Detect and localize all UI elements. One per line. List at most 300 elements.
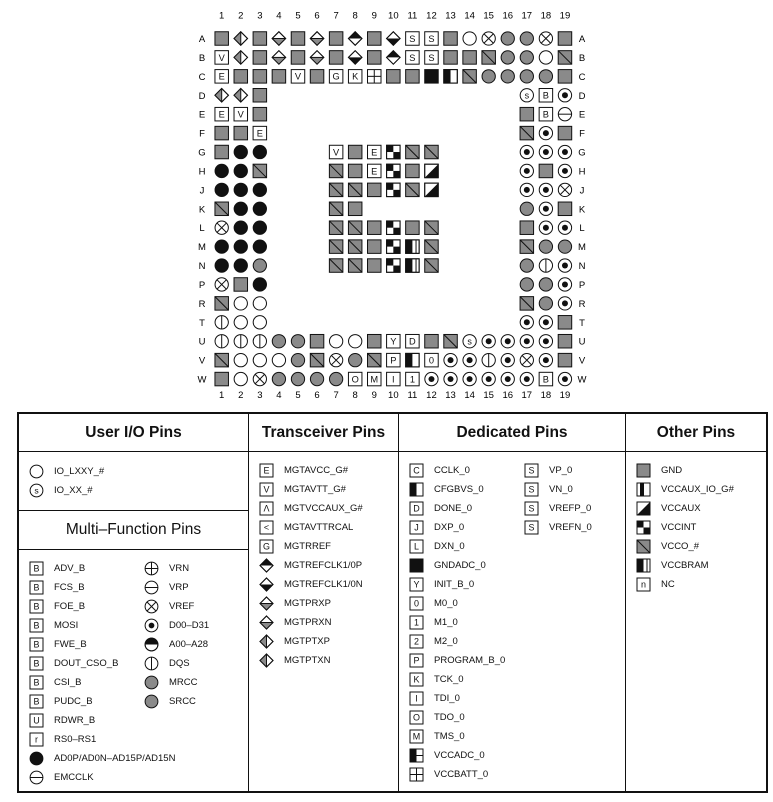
column-label: 16 — [502, 10, 514, 22]
pin — [558, 278, 571, 291]
pin-symbol-icon — [636, 577, 651, 592]
legend-table — [17, 412, 768, 793]
legend-label: VREFP_0 — [549, 503, 592, 514]
pin — [291, 51, 305, 65]
row-label: L — [579, 223, 585, 235]
pin-symbol-icon — [144, 580, 159, 595]
pin — [310, 353, 324, 367]
legend-label: PUDC_B — [54, 696, 93, 707]
pin — [253, 335, 266, 348]
pin — [482, 353, 495, 366]
pin — [539, 259, 552, 272]
row-label: G — [578, 147, 586, 159]
pin — [215, 202, 229, 216]
legend-label: NC — [661, 579, 675, 590]
pin — [368, 164, 382, 178]
dedicated-legend-item — [409, 689, 524, 708]
pin-symbol-icon — [409, 615, 424, 630]
pin — [501, 353, 514, 366]
pin — [291, 32, 305, 46]
svg-text:Λ: Λ — [263, 503, 270, 514]
legend-label: DOUT_CSO_B — [54, 658, 119, 669]
legend-label: MGTAVTTRCAL — [284, 522, 354, 533]
svg-text:S: S — [409, 52, 416, 63]
legend-label: FWE_B — [54, 639, 87, 650]
user-io-legend-item — [29, 481, 248, 500]
pin — [406, 70, 420, 84]
multi-function-left — [29, 559, 176, 787]
svg-text:C: C — [413, 465, 420, 476]
legend-label: EMCCLK — [54, 772, 94, 783]
other-legend-item — [636, 480, 766, 499]
legend-label: MGTREFCLK1/0P — [284, 560, 363, 571]
legend-label: IO_LXXY_# — [54, 466, 105, 477]
svg-text:V: V — [237, 109, 244, 120]
pin — [310, 70, 324, 84]
pin — [291, 335, 304, 348]
pin — [444, 334, 458, 348]
transceiver-title: Transceiver Pins — [249, 414, 398, 452]
pin-symbol-icon — [409, 634, 424, 649]
pin — [387, 372, 401, 386]
pin — [558, 316, 572, 330]
pin — [558, 202, 572, 216]
legend-label: MGTPRXN — [284, 617, 332, 628]
pin — [215, 221, 228, 234]
pin — [253, 51, 267, 65]
pin — [444, 353, 457, 366]
transceiver-legend-item — [259, 499, 398, 518]
transceiver-legend-item — [259, 632, 398, 651]
row-label: E — [198, 109, 206, 121]
pin — [425, 183, 439, 197]
pin — [406, 334, 420, 348]
svg-text:1: 1 — [409, 374, 415, 385]
pin-symbol-icon — [524, 463, 539, 478]
pin — [558, 240, 571, 253]
column-label: 17 — [521, 390, 533, 401]
pin — [539, 202, 552, 215]
row-label: U — [578, 336, 586, 348]
dedicated-legend-item — [409, 499, 524, 518]
other-legend-item — [636, 556, 766, 575]
row-label: L — [199, 223, 205, 235]
pin — [368, 240, 382, 254]
column-label: 7 — [333, 10, 339, 22]
pin — [291, 353, 304, 366]
dedicated-legend-item — [524, 518, 592, 537]
svg-text:B: B — [33, 639, 40, 650]
transceiver-legend-item — [259, 537, 398, 556]
pin-symbol-icon — [409, 596, 424, 611]
pin — [520, 259, 533, 272]
pin-symbol-icon — [144, 599, 159, 614]
row-label: W — [577, 374, 587, 386]
pin — [539, 297, 552, 310]
dedicated-legend-item — [409, 765, 524, 784]
dedicated-legend-item — [409, 575, 524, 594]
legend-label: M0_0 — [434, 598, 458, 609]
pin — [234, 89, 248, 103]
legend-label: VCCAUX — [661, 503, 701, 514]
column-label: 11 — [407, 390, 418, 401]
dedicated-title: Dedicated Pins — [399, 414, 625, 452]
pin — [234, 335, 247, 348]
pin — [558, 353, 572, 367]
pin — [520, 89, 533, 102]
pin — [234, 183, 247, 196]
row-label: R — [198, 298, 206, 310]
svg-text:B: B — [33, 696, 40, 707]
pin — [234, 316, 247, 329]
row-label: H — [578, 166, 586, 178]
column-label: 4 — [276, 390, 282, 401]
pin — [539, 164, 553, 178]
pin — [329, 240, 343, 254]
pin — [253, 259, 266, 272]
pin — [234, 145, 247, 158]
pin — [539, 32, 552, 45]
legend-label: DXP_0 — [434, 522, 465, 533]
column-label: 3 — [257, 390, 263, 401]
pin — [558, 297, 571, 310]
pin — [406, 353, 420, 367]
pin — [463, 51, 477, 65]
pin — [463, 372, 476, 385]
pin — [539, 353, 552, 366]
column-label: 12 — [426, 10, 437, 22]
legend-label: FOE_B — [54, 601, 86, 612]
dedicated-legend-item — [409, 727, 524, 746]
pin — [234, 202, 247, 215]
row-label: B — [198, 52, 206, 64]
legend-label: MGTPRXP — [284, 598, 331, 609]
pin-symbol-icon — [29, 561, 44, 576]
pin-symbol-icon — [409, 653, 424, 668]
pin — [387, 240, 401, 254]
pin — [539, 335, 552, 348]
svg-text:r: r — [35, 734, 38, 745]
pin — [253, 145, 266, 158]
pin — [406, 51, 420, 65]
pin — [520, 126, 534, 140]
svg-text:1: 1 — [414, 617, 419, 628]
pin — [234, 126, 248, 140]
pin — [368, 70, 382, 84]
pin — [310, 51, 324, 65]
column-label: 5 — [295, 10, 301, 22]
dedicated-items — [399, 452, 625, 784]
pin — [387, 334, 401, 348]
pin — [253, 126, 267, 140]
pin — [329, 164, 343, 178]
pin — [348, 372, 362, 386]
svg-text:Y: Y — [413, 579, 420, 590]
pin — [215, 259, 228, 272]
row-label: N — [578, 261, 586, 273]
column-label: 15 — [483, 390, 494, 401]
svg-text:s: s — [467, 336, 472, 347]
other-legend-item — [636, 499, 766, 518]
pin — [444, 32, 458, 46]
pin — [501, 70, 514, 83]
other-legend-item — [636, 518, 766, 537]
svg-text:S: S — [528, 503, 535, 514]
svg-text:V: V — [218, 52, 225, 63]
pin-symbol-icon — [259, 463, 274, 478]
dedicated-legend-item — [524, 461, 592, 480]
pin — [406, 164, 420, 178]
pin — [539, 107, 553, 121]
row-label: T — [199, 317, 205, 329]
pin — [387, 221, 401, 235]
column-label: 7 — [333, 390, 339, 401]
column-label: 19 — [559, 10, 571, 22]
legend-label: MGTAVTT_G# — [284, 484, 346, 495]
pin — [234, 297, 247, 310]
pin — [253, 316, 266, 329]
pin — [253, 353, 266, 366]
pin-symbol-icon — [409, 767, 424, 782]
multi-function-legend-item — [29, 616, 144, 635]
pin — [444, 372, 457, 385]
row-label: N — [198, 261, 206, 273]
legend-label: ADV_B — [54, 563, 86, 574]
column-label: 5 — [295, 390, 301, 401]
pin — [520, 353, 533, 366]
pin — [348, 145, 362, 159]
pin — [368, 259, 382, 273]
legend-label: VREFN_0 — [549, 522, 592, 533]
svg-text:L: L — [414, 541, 419, 552]
svg-text:V: V — [263, 484, 270, 495]
pin — [558, 32, 572, 46]
multi-function-legend-item — [144, 559, 209, 578]
pin — [368, 51, 382, 65]
legend-label: VCCBATT_0 — [434, 769, 489, 780]
pin — [348, 183, 362, 197]
other-legend-item — [636, 537, 766, 556]
pin — [558, 108, 571, 121]
row-label: H — [198, 166, 206, 178]
pin — [348, 51, 362, 65]
svg-text:2: 2 — [414, 636, 419, 647]
pin — [520, 297, 534, 311]
pin-symbol-icon — [409, 463, 424, 478]
multi-function-legend-item — [29, 730, 144, 749]
multi-function-right — [144, 559, 209, 787]
pin-symbol-icon — [29, 694, 44, 709]
pin-symbol-icon — [259, 653, 274, 668]
pin — [425, 164, 439, 178]
pin — [520, 164, 533, 177]
multi-function-legend-item — [144, 578, 209, 597]
pin — [501, 32, 514, 45]
svg-text:E: E — [371, 166, 378, 177]
row-label: K — [578, 204, 586, 216]
pin — [539, 70, 552, 83]
pin — [406, 221, 420, 235]
pin — [539, 316, 552, 329]
svg-text:O: O — [351, 374, 359, 385]
pin — [329, 145, 343, 159]
pin-symbol-icon — [636, 558, 651, 573]
transceiver-legend-item — [259, 461, 398, 480]
pin — [539, 51, 552, 64]
pin — [539, 145, 552, 158]
column-label: 8 — [352, 390, 358, 401]
legend-label: VN_0 — [549, 484, 573, 495]
row-label: V — [578, 355, 586, 367]
svg-text:U: U — [33, 715, 40, 726]
dedicated-legend-item — [409, 480, 524, 499]
pin — [558, 126, 572, 140]
column-label: 12 — [426, 390, 437, 401]
legend-label: VP_0 — [549, 465, 573, 476]
pin — [272, 32, 286, 46]
row-label: V — [198, 355, 206, 367]
legend-label: VCCO_# — [661, 541, 700, 552]
legend-label: VCCBRAM — [661, 560, 709, 571]
user-io-items — [19, 452, 248, 510]
svg-text:B: B — [33, 677, 40, 688]
pin — [253, 89, 267, 103]
pin — [215, 183, 228, 196]
row-label: K — [198, 204, 206, 216]
svg-text:O: O — [413, 712, 420, 723]
transceiver-legend-item — [259, 594, 398, 613]
legend-label: VRP — [169, 582, 189, 593]
pin-symbol-icon — [29, 618, 44, 633]
pin — [387, 183, 401, 197]
pin — [215, 145, 229, 159]
transceiver-legend-item — [259, 613, 398, 632]
pin — [234, 259, 247, 272]
legend-label: RS0–RS1 — [54, 734, 97, 745]
pin — [520, 145, 533, 158]
svg-text:B: B — [542, 374, 549, 385]
pin — [539, 183, 552, 196]
pin-symbol-icon — [636, 463, 651, 478]
legend-label: VCCADC_0 — [434, 750, 485, 761]
column-label: 6 — [314, 10, 320, 22]
multi-function-legend-item — [144, 635, 209, 654]
pin — [215, 89, 229, 103]
pin — [520, 278, 533, 291]
pin — [329, 335, 342, 348]
pin — [368, 372, 382, 386]
other-legend-item — [636, 575, 766, 594]
pin-symbol-icon — [409, 729, 424, 744]
column-label: 10 — [388, 390, 399, 401]
dedicated-legend-item — [409, 461, 524, 480]
legend-label: CFGBVS_0 — [434, 484, 484, 495]
legend-label: TDI_0 — [434, 693, 460, 704]
pin — [425, 353, 439, 367]
dedicated-legend-item — [409, 556, 524, 575]
svg-text:S: S — [409, 33, 416, 44]
pin — [253, 372, 266, 385]
legend-label: VCCAUX_IO_G# — [661, 484, 734, 495]
pin — [387, 32, 401, 46]
svg-text:P: P — [390, 355, 397, 366]
pin-symbol-icon — [636, 520, 651, 535]
svg-text:E: E — [256, 128, 263, 139]
dedicated-legend-item — [409, 518, 524, 537]
pin — [463, 335, 476, 348]
column-label: 1 — [219, 390, 225, 401]
svg-text:M: M — [370, 374, 379, 385]
pin — [253, 183, 266, 196]
pin — [387, 259, 401, 273]
dedicated-legend-item — [409, 594, 524, 613]
pin — [406, 372, 420, 386]
row-label: C — [198, 71, 206, 83]
row-label: F — [199, 128, 205, 140]
legend-label: DQS — [169, 658, 190, 669]
pin — [482, 32, 495, 45]
pin — [215, 372, 229, 386]
pin — [520, 221, 534, 235]
multi-function-legend-item — [29, 559, 144, 578]
pin — [520, 183, 533, 196]
svg-text:B: B — [33, 658, 40, 669]
legend-label: AD0P/AD0N–AD15P/AD15N — [54, 753, 176, 764]
multi-function-title: Multi–Function Pins — [19, 510, 248, 550]
dedicated-legend-item — [409, 651, 524, 670]
pin — [215, 70, 229, 84]
column-label: 16 — [502, 390, 514, 401]
svg-text:E: E — [218, 109, 225, 120]
column-label: 13 — [445, 390, 456, 401]
svg-text:S: S — [428, 52, 435, 63]
legend-label: MGTREFCLK1/0N — [284, 579, 363, 590]
pin — [234, 70, 248, 84]
pin — [539, 240, 552, 253]
pin — [425, 51, 439, 65]
legend-label: SRCC — [169, 696, 196, 707]
dedicated-legend-item — [524, 499, 592, 518]
svg-text:S: S — [528, 484, 535, 495]
pin — [539, 89, 553, 103]
pin — [234, 240, 247, 253]
legend-label: M1_0 — [434, 617, 458, 628]
pin — [539, 126, 552, 139]
column-label: 10 — [388, 10, 399, 22]
pin — [272, 353, 285, 366]
pin-symbol-icon — [259, 558, 274, 573]
pin — [253, 278, 266, 291]
multi-function-legend-item — [144, 673, 209, 692]
svg-text:B: B — [33, 582, 40, 593]
pin-symbol-icon — [144, 694, 159, 709]
pin — [253, 164, 267, 178]
pin — [253, 240, 266, 253]
legend-label: VRN — [169, 563, 190, 574]
pin — [425, 334, 439, 348]
column-label: 9 — [371, 10, 377, 22]
legend-col-dedicated — [399, 414, 626, 791]
pin — [329, 353, 342, 366]
pin — [215, 316, 228, 329]
pin — [329, 221, 343, 235]
pin — [520, 32, 533, 45]
pin — [425, 240, 439, 254]
pin — [348, 70, 362, 84]
pin — [425, 32, 439, 46]
row-label: D — [198, 90, 206, 102]
pin-symbol-icon — [409, 710, 424, 725]
